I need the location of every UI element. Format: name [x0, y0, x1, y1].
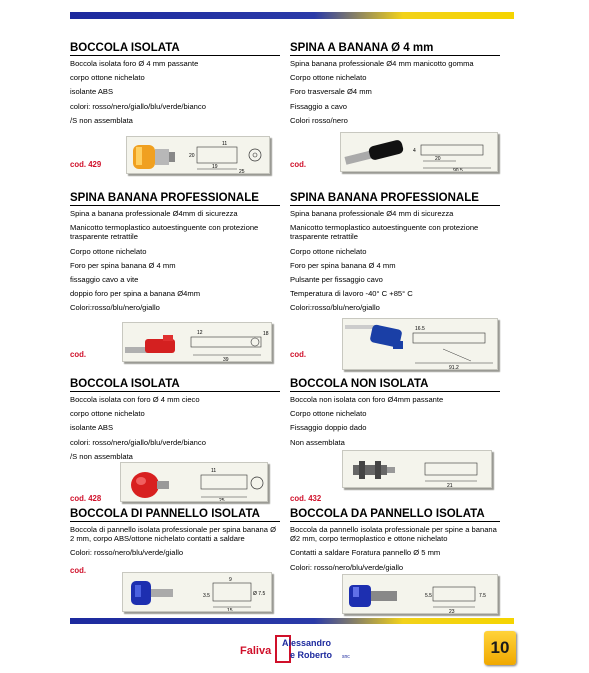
spec-line: Colori:rosso/blu/nero/giallo	[70, 303, 160, 313]
section-title: BOCCOLA DA PANNELLO ISOLATA	[290, 508, 500, 522]
product-code: cod. 428	[70, 494, 102, 503]
section-title: BOCCOLA NON ISOLATA	[290, 378, 500, 392]
dim-label: 23	[449, 609, 455, 614]
logo-text: e Roberto	[290, 650, 333, 660]
dim-label: Ø 7.5	[253, 591, 266, 597]
logo-text: Faliva	[240, 645, 272, 657]
dim-label: 9	[229, 577, 232, 583]
spec-line: Corpo ottone nichelato	[290, 246, 367, 256]
spec-line: Colori: rosso/nero/blu/verde/giallo	[70, 548, 184, 558]
spec-line: Corpo ottone nichelato	[290, 73, 367, 83]
section-title: SPINA A BANANA Ø 4 mm	[290, 42, 500, 56]
spec-line: Foro trasversale Ø4 mm	[290, 87, 372, 97]
dim-label: 5.5	[425, 593, 432, 599]
section-title: BOCCOLA DI PANNELLO ISOLATA	[70, 508, 280, 522]
logo-text: snc	[342, 654, 350, 660]
dim-label: 16.5	[415, 326, 425, 332]
spec-line: Boccola non isolata con foro Ø4mm passante	[290, 395, 444, 404]
spec-line: isolante ABS	[70, 87, 114, 97]
spec-line: /S non assemblata	[70, 451, 133, 461]
spec-line: Contatti a saldare Foratura pannello Ø 5 mm	[290, 548, 441, 558]
dim-label: 20	[435, 156, 441, 162]
dim-label: 18	[263, 331, 269, 337]
product-code: cod. 429	[70, 160, 102, 169]
section-spina-banana	[290, 42, 500, 130]
dim-label: 12	[197, 330, 203, 336]
product-image-6	[342, 450, 492, 488]
dim-label: 39	[223, 357, 229, 362]
dim-label: 4	[413, 148, 416, 154]
spec-line: Corpo ottone nichelato	[70, 246, 147, 256]
section-title: SPINA BANANA PROFESSIONALE	[290, 192, 500, 206]
spec-line: Corpo ottone nichelato	[290, 409, 367, 419]
dim-label: 21	[447, 483, 453, 488]
dim-label: 25	[219, 498, 225, 502]
dim-label: 19	[212, 164, 218, 170]
section-spina-professionale-2	[290, 192, 500, 318]
dim-label: 91.2	[449, 365, 459, 370]
dim-label: 11	[222, 141, 228, 147]
spec-line: Colori:rosso/blu/nero/giallo	[290, 303, 380, 313]
spec-line: Temperatura di lavoro -40° C +85° C	[290, 289, 413, 299]
page-number: 10	[484, 631, 516, 665]
product-code: cod.	[290, 350, 307, 359]
spec-line: /S non assemblata	[70, 115, 133, 125]
section-spina-professionale-1	[70, 192, 280, 318]
spec-line: Boccola di pannello isolata professionale per spina banana Ø 2 mm, corpo ABS/ottone nichelato contatti a saldare	[70, 525, 277, 544]
product-image-2	[340, 132, 498, 172]
spec-line: Spina banana professionale Ø4 mm di sicurezza	[290, 209, 454, 218]
spec-line: Boccola isolata con foro Ø 4 mm cieco	[70, 395, 200, 404]
spec-line: corpo ottone nichelato	[70, 73, 145, 83]
spec-line: Manicotto termoplastico autoestinguente con protezione trasparente retrattile	[290, 223, 479, 242]
dim-label: 20	[189, 153, 195, 159]
product-image-5	[120, 462, 268, 502]
spec-line: Manicotto termoplastico autoestinguente con protezione trasparente retrattile	[70, 223, 259, 242]
section-title: BOCCOLA ISOLATA	[70, 378, 280, 392]
logo-text: Alessandro	[282, 638, 332, 648]
section-boccola-isolata-2	[70, 378, 280, 466]
spec-line: doppio foro per spina a banana Ø4mm	[70, 289, 201, 299]
spec-line: colori: rosso/nero/giallo/blu/verde/bianco	[70, 101, 206, 111]
section-boccola-isolata-1	[70, 42, 280, 130]
spec-line: Spina banana professionale Ø4 mm manicotto gomma	[290, 59, 474, 68]
company-logo	[238, 632, 368, 668]
dim-label: 11	[211, 468, 217, 474]
product-image-3	[122, 322, 272, 362]
spec-line: isolante ABS	[70, 423, 114, 433]
product-code: cod. 432	[290, 494, 322, 503]
dim-label: 25	[239, 169, 245, 174]
section-title: BOCCOLA ISOLATA	[70, 42, 280, 56]
spec-line: Fissaggio doppio dado	[290, 423, 367, 433]
section-title: SPINA BANANA PROFESSIONALE	[70, 192, 280, 206]
spec-line: fissaggio cavo a vite	[70, 275, 139, 285]
product-image-7	[122, 572, 272, 612]
spec-line: Pulsante per fissaggio cavo	[290, 275, 383, 285]
spec-line: Boccola isolata foro Ø 4 mm passante	[70, 59, 199, 68]
spec-line: colori: rosso/nero/giallo/blu/verde/bianco	[70, 437, 206, 447]
spec-line: Spina a banana professionale Ø4mm di sicurezza	[70, 209, 238, 218]
spec-line: Fissaggio a cavo	[290, 101, 347, 111]
product-code: cod.	[70, 566, 87, 575]
dim-label: 90.5	[453, 168, 463, 172]
dim-label: 15	[227, 608, 233, 612]
footer-bar	[70, 618, 514, 624]
spec-line: Foro per spina banana Ø 4 mm	[290, 260, 396, 270]
spec-line: Foro per spina banana Ø 4 mm	[70, 260, 176, 270]
section-boccola-pannello-2	[290, 508, 500, 577]
spec-line: Colori: rosso/nero/blu/verde/giallo	[290, 562, 404, 572]
spec-line: corpo ottone nichelato	[70, 409, 145, 419]
spec-line: Non assemblata	[290, 437, 345, 447]
header-bar	[70, 12, 514, 19]
dim-label: 3.5	[203, 593, 210, 599]
product-code: cod.	[70, 350, 87, 359]
spec-line: Colori rosso/nero	[290, 115, 348, 125]
product-image-1	[126, 136, 270, 174]
dim-label: 7.5	[479, 593, 486, 599]
section-boccola-non-isolata	[290, 378, 500, 452]
spec-line: Boccola da pannello isolata professionale per spine a banana Ø2 mm, corpo termoplastico e ottone nichelato	[290, 525, 497, 544]
product-image-4	[342, 318, 498, 370]
product-image-8	[342, 574, 498, 614]
section-boccola-pannello-1	[70, 508, 280, 563]
product-code: cod.	[290, 160, 307, 169]
